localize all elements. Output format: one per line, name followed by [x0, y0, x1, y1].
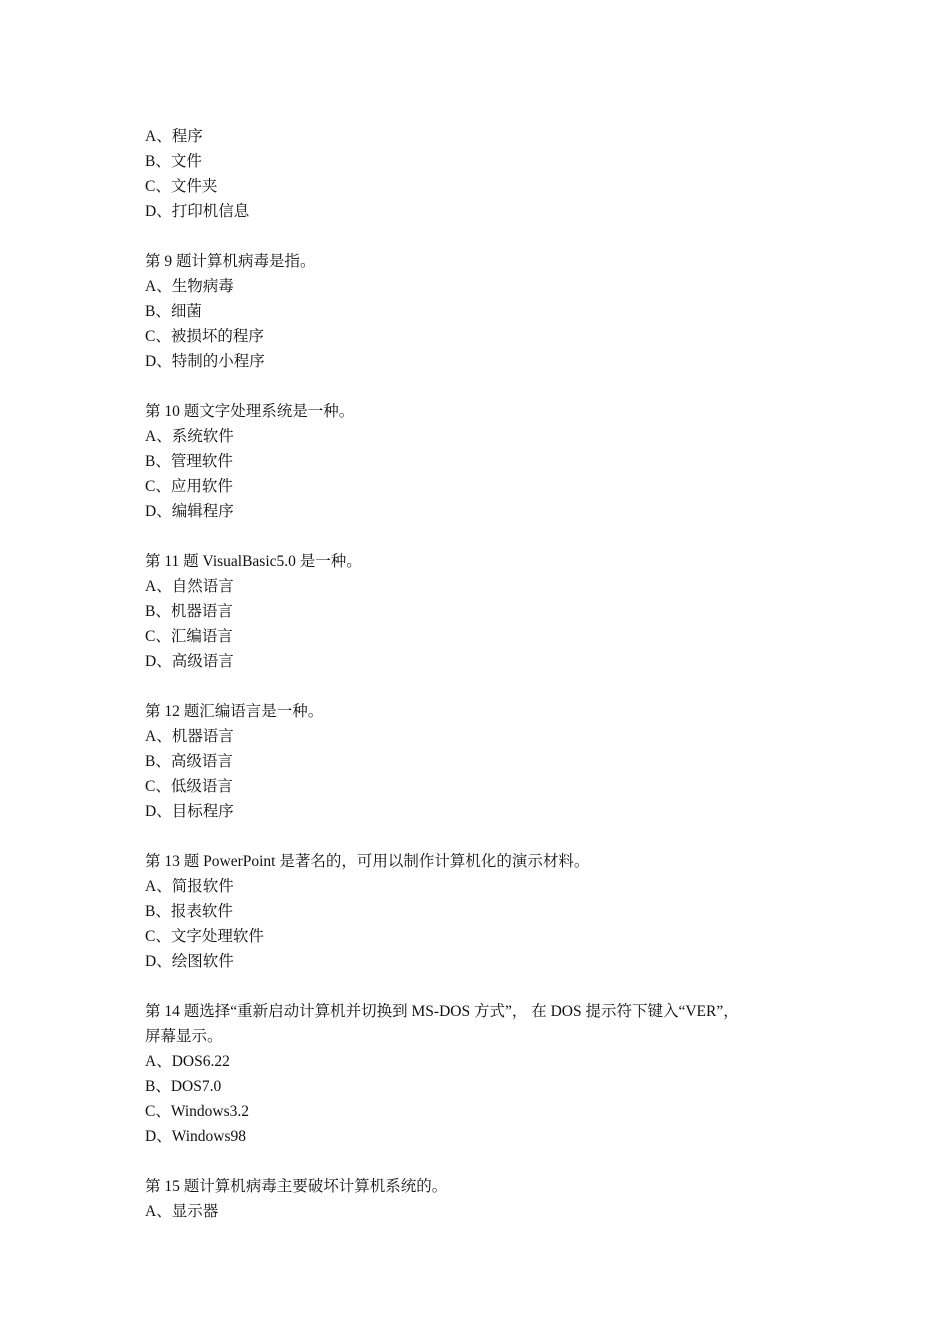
option-b: B、报表软件: [145, 903, 233, 920]
question-prompt-line2: 屏幕显示。: [145, 1028, 223, 1045]
option-c: C、被损坏的程序: [145, 328, 264, 345]
question-prompt: 第 15 题计算机病毒主要破坏计算机系统的。: [145, 1178, 448, 1195]
option-c: C、低级语言: [145, 778, 233, 795]
option-a: A、DOS6.22: [145, 1053, 230, 1070]
option-a: A、程序: [145, 128, 203, 145]
spacer: [145, 374, 810, 399]
question-prompt: 第 12 题汇编语言是一种。: [145, 703, 324, 720]
question-prompt: 第 11 题 VisualBasic5.0 是一种。: [145, 553, 362, 570]
option-a: A、机器语言: [145, 728, 234, 745]
spacer: [145, 974, 810, 999]
option-a: A、自然语言: [145, 578, 234, 595]
question-15: [145, 1174, 810, 1224]
option-c: C、文字处理软件: [145, 928, 264, 945]
option-b: B、文件: [145, 153, 202, 170]
question-8-options: [145, 124, 810, 224]
question-prompt: 第 10 题文字处理系统是一种。: [145, 403, 355, 420]
option-b: B、机器语言: [145, 603, 233, 620]
spacer: [145, 524, 810, 549]
spacer: [145, 674, 810, 699]
option-c: C、汇编语言: [145, 628, 233, 645]
option-a: A、简报软件: [145, 878, 234, 895]
spacer: [145, 224, 810, 249]
question-11: [145, 549, 810, 674]
question-prompt: 第 9 题计算机病毒是指。: [145, 253, 316, 270]
question-10: [145, 399, 810, 524]
question-13: [145, 849, 810, 974]
option-d: D、高级语言: [145, 653, 234, 670]
option-b: B、管理软件: [145, 453, 233, 470]
option-b: B、DOS7.0: [145, 1078, 222, 1095]
document-page: [145, 124, 810, 1224]
option-c: C、文件夹: [145, 178, 218, 195]
option-c: C、Windows3.2: [145, 1103, 250, 1120]
spacer: [145, 1149, 810, 1174]
option-b: B、细菌: [145, 303, 202, 320]
option-d: D、绘图软件: [145, 953, 234, 970]
option-b: B、高级语言: [145, 753, 233, 770]
question-14: [145, 999, 810, 1149]
question-12: [145, 699, 810, 824]
question-prompt-line1: 第 14 题选择“重新启动计算机并切换到 MS-DOS 方式”， 在 DOS 提示符下键入“VER”，: [145, 1003, 739, 1020]
option-a: A、系统软件: [145, 428, 234, 445]
option-d: D、目标程序: [145, 803, 234, 820]
option-d: D、编辑程序: [145, 503, 234, 520]
question-9: [145, 249, 810, 374]
option-d: D、特制的小程序: [145, 353, 265, 370]
option-d: D、打印机信息: [145, 203, 250, 220]
spacer: [145, 824, 810, 849]
option-c: C、应用软件: [145, 478, 233, 495]
option-a: A、生物病毒: [145, 278, 234, 295]
question-prompt: 第 13 题 PowerPoint 是著名的，可用以制作计算机化的演示材料。: [145, 853, 590, 870]
option-d: D、Windows98: [145, 1128, 246, 1145]
option-a: A、显示器: [145, 1203, 219, 1220]
